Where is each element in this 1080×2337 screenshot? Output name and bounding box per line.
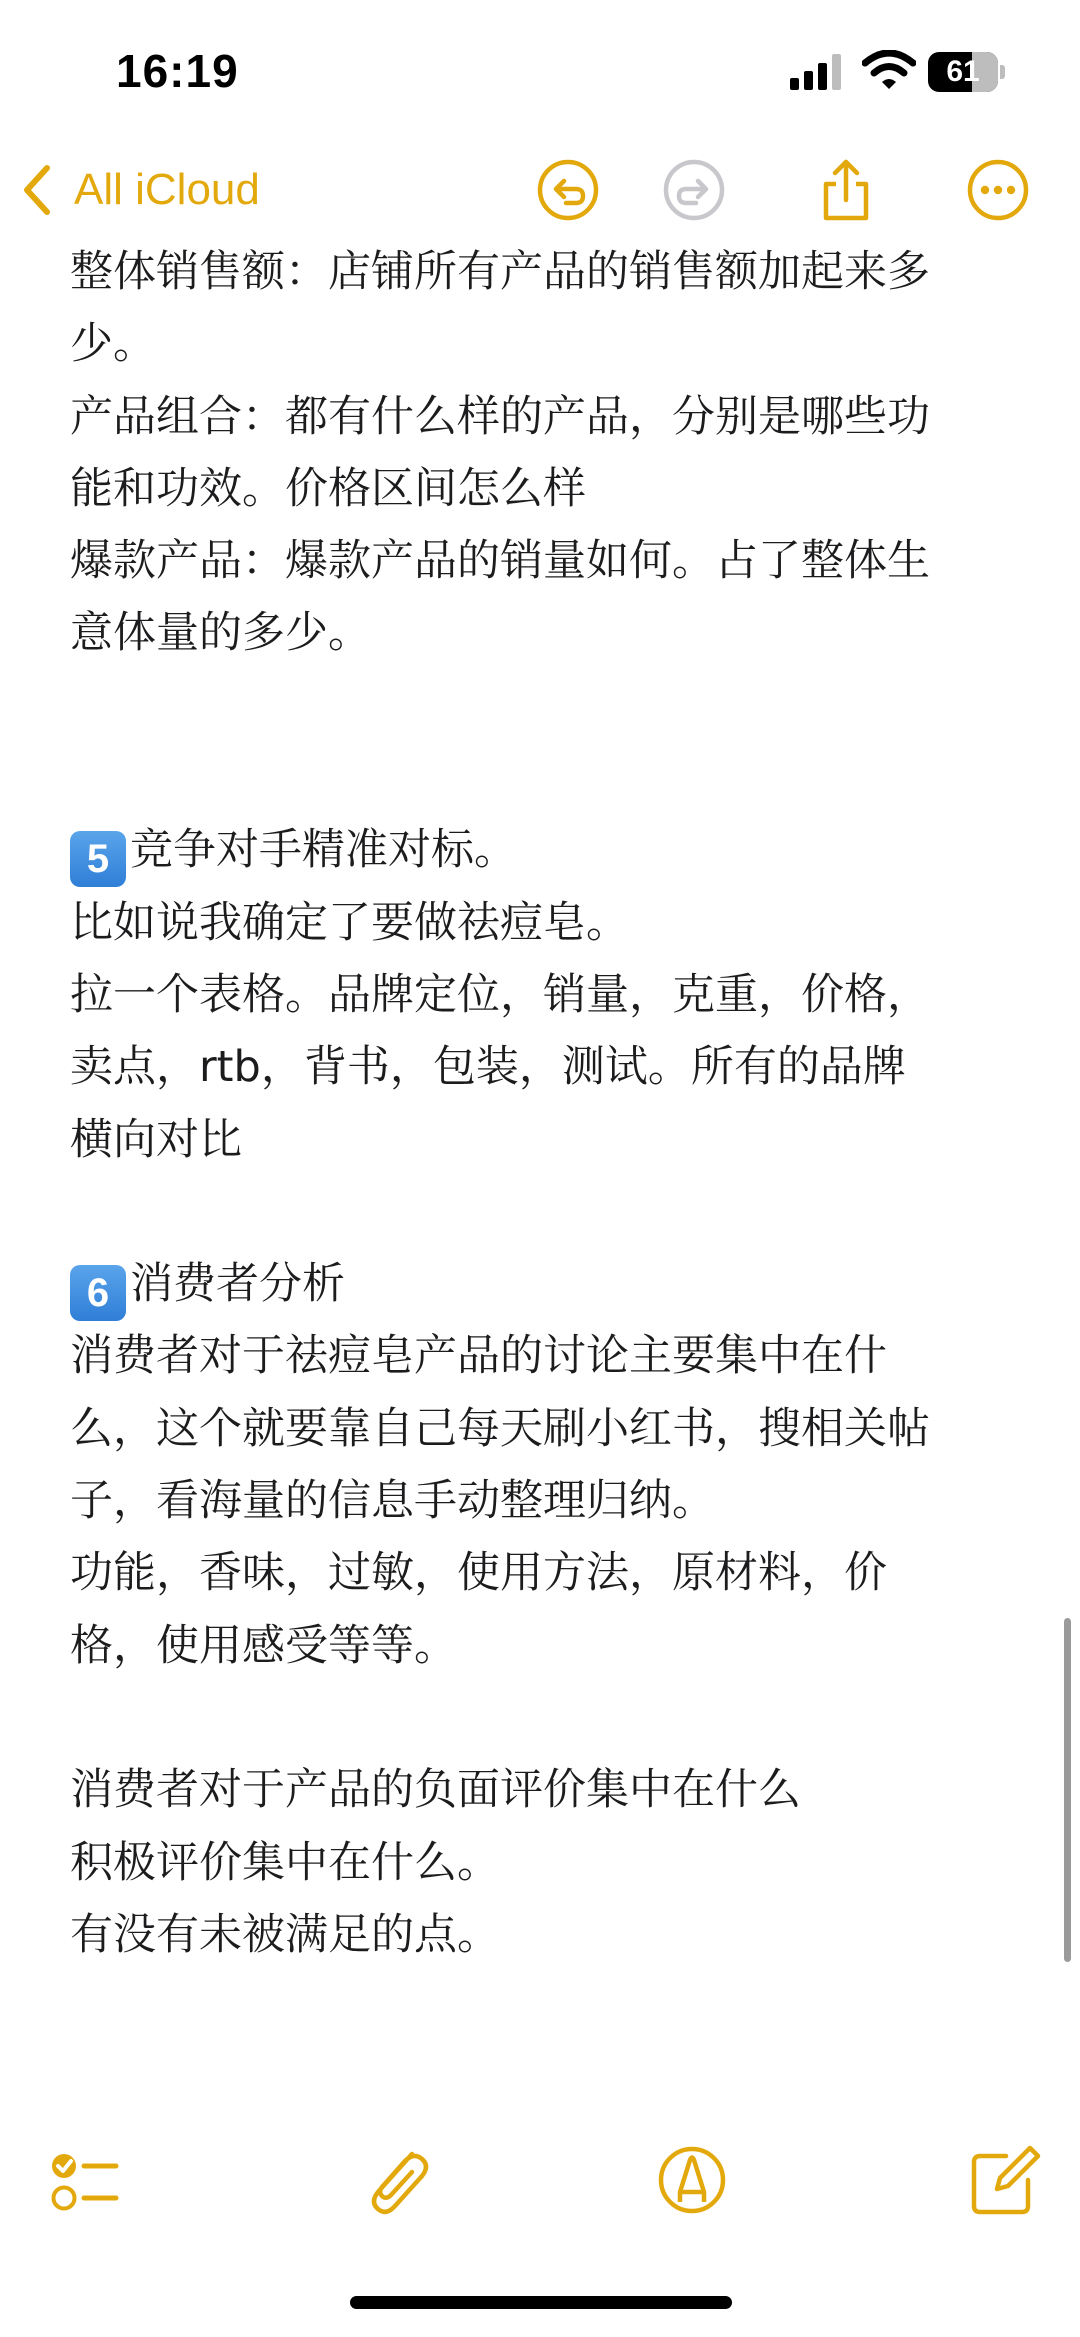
section-heading-text: 竞争对手精准对标。 bbox=[130, 825, 517, 876]
note-line: 格，使用感受等等。 bbox=[70, 1620, 457, 1671]
section-heading bbox=[70, 1248, 1030, 1320]
note-line: 能和功效。价格区间怎么样 bbox=[70, 463, 586, 514]
status-bar bbox=[0, 0, 1080, 130]
markup-icon[interactable] bbox=[652, 2140, 732, 2220]
blank-line bbox=[70, 1682, 1030, 1754]
undo-icon[interactable] bbox=[536, 158, 600, 222]
share-icon[interactable] bbox=[814, 158, 878, 222]
note-line: 产品组合：都有什么样的产品，分别是哪些功 bbox=[70, 391, 930, 442]
more-icon[interactable] bbox=[966, 158, 1030, 222]
cellular-signal-icon bbox=[790, 54, 846, 90]
section-heading bbox=[70, 814, 1030, 886]
checklist-icon[interactable] bbox=[44, 2140, 124, 2220]
blank-line bbox=[70, 1176, 1030, 1248]
blank-line bbox=[70, 742, 1030, 814]
bottom-toolbar bbox=[0, 2140, 1080, 2220]
note-line: 消费者对于产品的负面评价集中在什么 bbox=[70, 1765, 801, 1816]
note-line: 消费者对于祛痘皂产品的讨论主要集中在什 bbox=[70, 1331, 887, 1382]
back-label: All iCloud bbox=[74, 165, 260, 214]
note-line: 积极评价集中在什么。 bbox=[70, 1837, 500, 1888]
battery-level: 61 bbox=[946, 55, 980, 88]
chevron-left-icon bbox=[22, 164, 52, 216]
note-line: 意体量的多少。 bbox=[70, 608, 371, 659]
note-body[interactable] bbox=[70, 236, 1030, 1971]
note-line: 功能，香味，过敏，使用方法，原材料，价 bbox=[70, 1548, 887, 1599]
status-time: 16:19 bbox=[116, 45, 239, 97]
note-line: 拉一个表格。品牌定位，销量，克重，价格， bbox=[70, 969, 930, 1020]
note-line: 卖点，rtb，背书，包装，测试。所有的品牌 bbox=[70, 1042, 906, 1093]
scroll-indicator[interactable] bbox=[1064, 1618, 1071, 1962]
note-line: 子，看海量的信息手动整理归纳。 bbox=[70, 1476, 715, 1527]
note-line: 整体销售额：店铺所有产品的销售额加起来多 bbox=[70, 247, 930, 297]
attachment-icon[interactable] bbox=[354, 2140, 434, 2220]
keycap-six-emoji: 6 bbox=[70, 1265, 126, 1321]
battery-icon bbox=[928, 52, 1004, 92]
compose-icon[interactable] bbox=[964, 2140, 1044, 2220]
wifi-icon bbox=[862, 50, 916, 90]
back-button[interactable] bbox=[22, 158, 260, 222]
note-line: 爆款产品：爆款产品的销量如何。占了整体生 bbox=[70, 536, 930, 587]
note-line: 少。 bbox=[70, 319, 156, 370]
note-line: 横向对比 bbox=[70, 1114, 242, 1165]
blank-line bbox=[70, 670, 1030, 742]
section-heading-text: 消费者分析 bbox=[130, 1259, 345, 1310]
note-line: 么，这个就要靠自己每天刷小红书，搜相关帖 bbox=[70, 1403, 930, 1454]
note-line: 有没有未被满足的点。 bbox=[70, 1909, 500, 1960]
note-line: 比如说我确定了要做祛痘皂。 bbox=[70, 897, 629, 948]
home-indicator[interactable] bbox=[350, 2296, 732, 2309]
redo-icon[interactable] bbox=[662, 158, 726, 222]
keycap-five-emoji: 5 bbox=[70, 831, 126, 887]
nav-bar bbox=[0, 140, 1080, 240]
